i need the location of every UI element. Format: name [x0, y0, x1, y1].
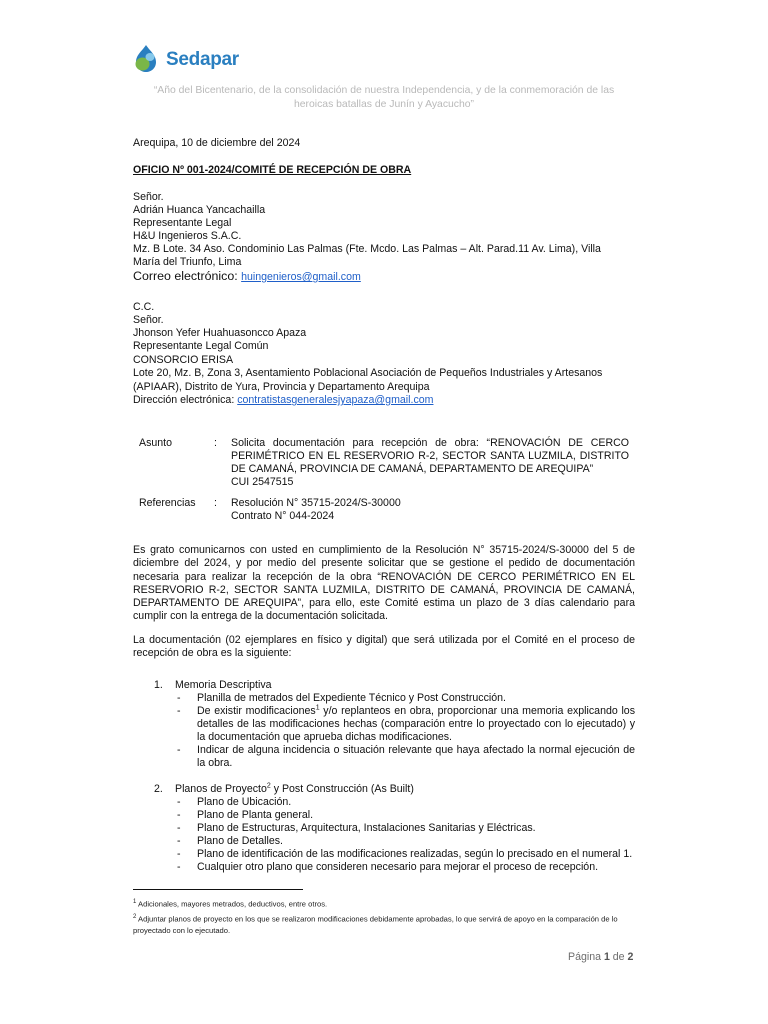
footnote-1: [133, 897, 633, 910]
cc-address-2: (APIAAR), Distrito de Yura, Provincia y Departamento Arequipa: [133, 381, 430, 393]
footnote-1-mark: 1: [133, 899, 137, 905]
section-2-number: 2.: [154, 783, 163, 795]
cc-address-1: Lote 20, Mz. B, Zona 3, Asentamiento Poblacional Asociación de Pequeños Industriales y Artesanos: [133, 367, 603, 379]
section-2-title-suffix: y Post Construcción (As Built): [270, 783, 414, 795]
list-dash: -: [177, 744, 181, 756]
list-item-modifications: [197, 705, 635, 744]
list-item: Cualquier otro plano que consideren necesario para mejorar el proceso de recepción.: [197, 861, 599, 873]
references-label: Referencias: [139, 497, 196, 509]
list-item: Plano de Planta general.: [197, 809, 314, 821]
recipient-email-line: [133, 270, 361, 284]
subject-cui: CUI 2547515: [231, 476, 294, 488]
recipient-address-1: Mz. B Lote. 34 Aso. Condominio Las Palmas (Fte. Mcdo. Las Palmas – Alt. Parad.11 Av. Lima), Villa: [133, 243, 601, 255]
cc-role: Representante Legal Común: [133, 340, 269, 352]
list-dash: -: [177, 861, 181, 873]
cc-email-link[interactable]: contratistasgeneralesjyapaza@gmail.com: [237, 394, 434, 406]
footnote-2-mark: 2: [133, 914, 137, 920]
recipient-email-link[interactable]: huingenieros@gmail.com: [241, 271, 361, 283]
page-number: [568, 951, 633, 964]
section-1-number: 1.: [154, 679, 163, 691]
subject-label: Asunto: [139, 437, 172, 449]
footnote-ref-2: 2: [266, 782, 271, 790]
page-total: 2: [627, 951, 634, 963]
cc-email-line: [133, 394, 433, 407]
list-dash: -: [177, 809, 181, 821]
list-dash: -: [177, 692, 181, 704]
list-item: Indicar de alguna incidencia o situación relevante que haya afectado la normal ejecución de la obra.: [197, 744, 635, 769]
cc-company: CONSORCIO ERISA: [133, 354, 234, 366]
section-2-title-prefix: Planos de Proyecto: [175, 783, 267, 795]
list-dash: -: [177, 822, 181, 834]
water-drop-logo-icon: [132, 43, 162, 75]
reference-contract: Contrato N° 044-2024: [231, 510, 335, 522]
footnote-separator: [133, 889, 303, 890]
recipient-company: H&U Ingenieros S.A.C.: [133, 230, 242, 242]
subject-colon: :: [214, 437, 217, 449]
list-dash: -: [177, 835, 181, 847]
list-dash: -: [177, 705, 181, 717]
list-item: Plano de Detalles.: [197, 835, 283, 847]
section-1-title: Memoria Descriptiva: [175, 679, 272, 691]
cc-name: Jhonson Yefer Huahuasoncco Apaza: [133, 327, 307, 339]
date-line: Arequipa, 10 de diciembre del 2024: [133, 137, 301, 149]
reference-resolution: Resolución N° 35715-2024/S-30000: [231, 497, 401, 509]
institutional-motto: “Año del Bicentenario, de la consolidación de nuestra Independencia, y de la conmemoración de las heroicas batallas de Junín y Ayacucho”: [153, 85, 615, 110]
list-item: Plano de Estructuras, Arquitectura, Instalaciones Sanitarias y Eléctricas.: [197, 822, 536, 834]
references-colon: :: [214, 497, 217, 509]
page-label: Página: [568, 951, 604, 963]
footnote-ref-1: 1: [315, 704, 320, 712]
list-item: Planilla de metrados del Expediente Técnico y Post Construcción.: [197, 692, 506, 704]
list-dash: -: [177, 796, 181, 808]
sedapar-logo: [132, 42, 239, 76]
recipient-salutation: Señor.: [133, 191, 164, 203]
body-paragraph-1: Es grato comunicarnos con usted en cumplimiento de la Resolución N° 35715-2024/S-30000 del 5 de diciembre del 2024, y por medio del presente solicitar que se gestione el pedido de documentación necesaria para realizar la recepción de la obra “RENOVACIÓN DE CERCO PERIMÉTRICO EN EL RESERVORIO R-2, SECTOR SANTA LUZMILA, DISTRITO DE CAMANÁ, PROVINCIA DE CAMANÁ, DEPARTAMENTO DE AREQUIPA”, para ello, este Comité estima un plazo de 3 días calendario para cumplir con la entrega de la documentación solicitada.: [133, 544, 635, 623]
list-item-prefix: De existir modificaciones: [197, 705, 316, 717]
footnote-2: [133, 912, 633, 936]
cc-email-label: Dirección electrónica:: [133, 394, 238, 406]
list-item: Plano de Ubicación.: [197, 796, 292, 808]
cc-label: C.C.: [133, 301, 155, 313]
section-2-title: [175, 783, 414, 796]
logo-wordmark: Sedapar: [166, 48, 239, 70]
list-item: Plano de identificación de las modificaciones realizadas, según lo precisado en el numeral 1.: [197, 848, 633, 860]
list-dash: -: [177, 848, 181, 860]
footnote-1-text: Adicionales, mayores metrados, deductivos, entre otros.: [136, 899, 328, 909]
subject-text: Solicita documentación para recepción de obra: “RENOVACIÓN DE CERCO PERIMÉTRICO EN EL RESERVORIO R-2, SECTOR SANTA LUZMILA, DISTRITO DE CAMANÁ, PROVINCIA DE CAMANÁ, DEPARTAMENTO DE AREQUIPA”: [231, 437, 629, 475]
footnote-2-text: Adjuntar planos de proyecto en los que se realizaron modificaciones debidamente aprobadas, lo que servirá de apoyo en la comparación de lo proyectado con lo ejecutado.: [133, 914, 618, 935]
list-item-rest: y/o replanteos en obra, proporcionar una memoria explicando los detalles de las modificaciones hechas (comparación entre lo proyectado con lo ejecutado) y la documentación que aprueba dichas modificaciones.: [197, 705, 635, 743]
recipient-email-label: Correo electrónico:: [133, 269, 242, 283]
document-title: OFICIO Nº 001-2024/COMITÉ DE RECEPCIÓN DE OBRA: [133, 164, 412, 176]
recipient-role: Representante Legal: [133, 217, 232, 229]
recipient-address-2: María del Triunfo, Lima: [133, 256, 242, 268]
body-paragraph-2: La documentación (02 ejemplares en físico y digital) que será utilizada por el Comité en el proceso de recepción de obra es la siguiente:: [133, 634, 635, 660]
cc-salutation: Señor.: [133, 314, 164, 326]
recipient-name: Adrián Huanca Yancachailla: [133, 204, 266, 216]
page-current: 1: [603, 951, 610, 963]
page-of: de: [609, 951, 628, 963]
